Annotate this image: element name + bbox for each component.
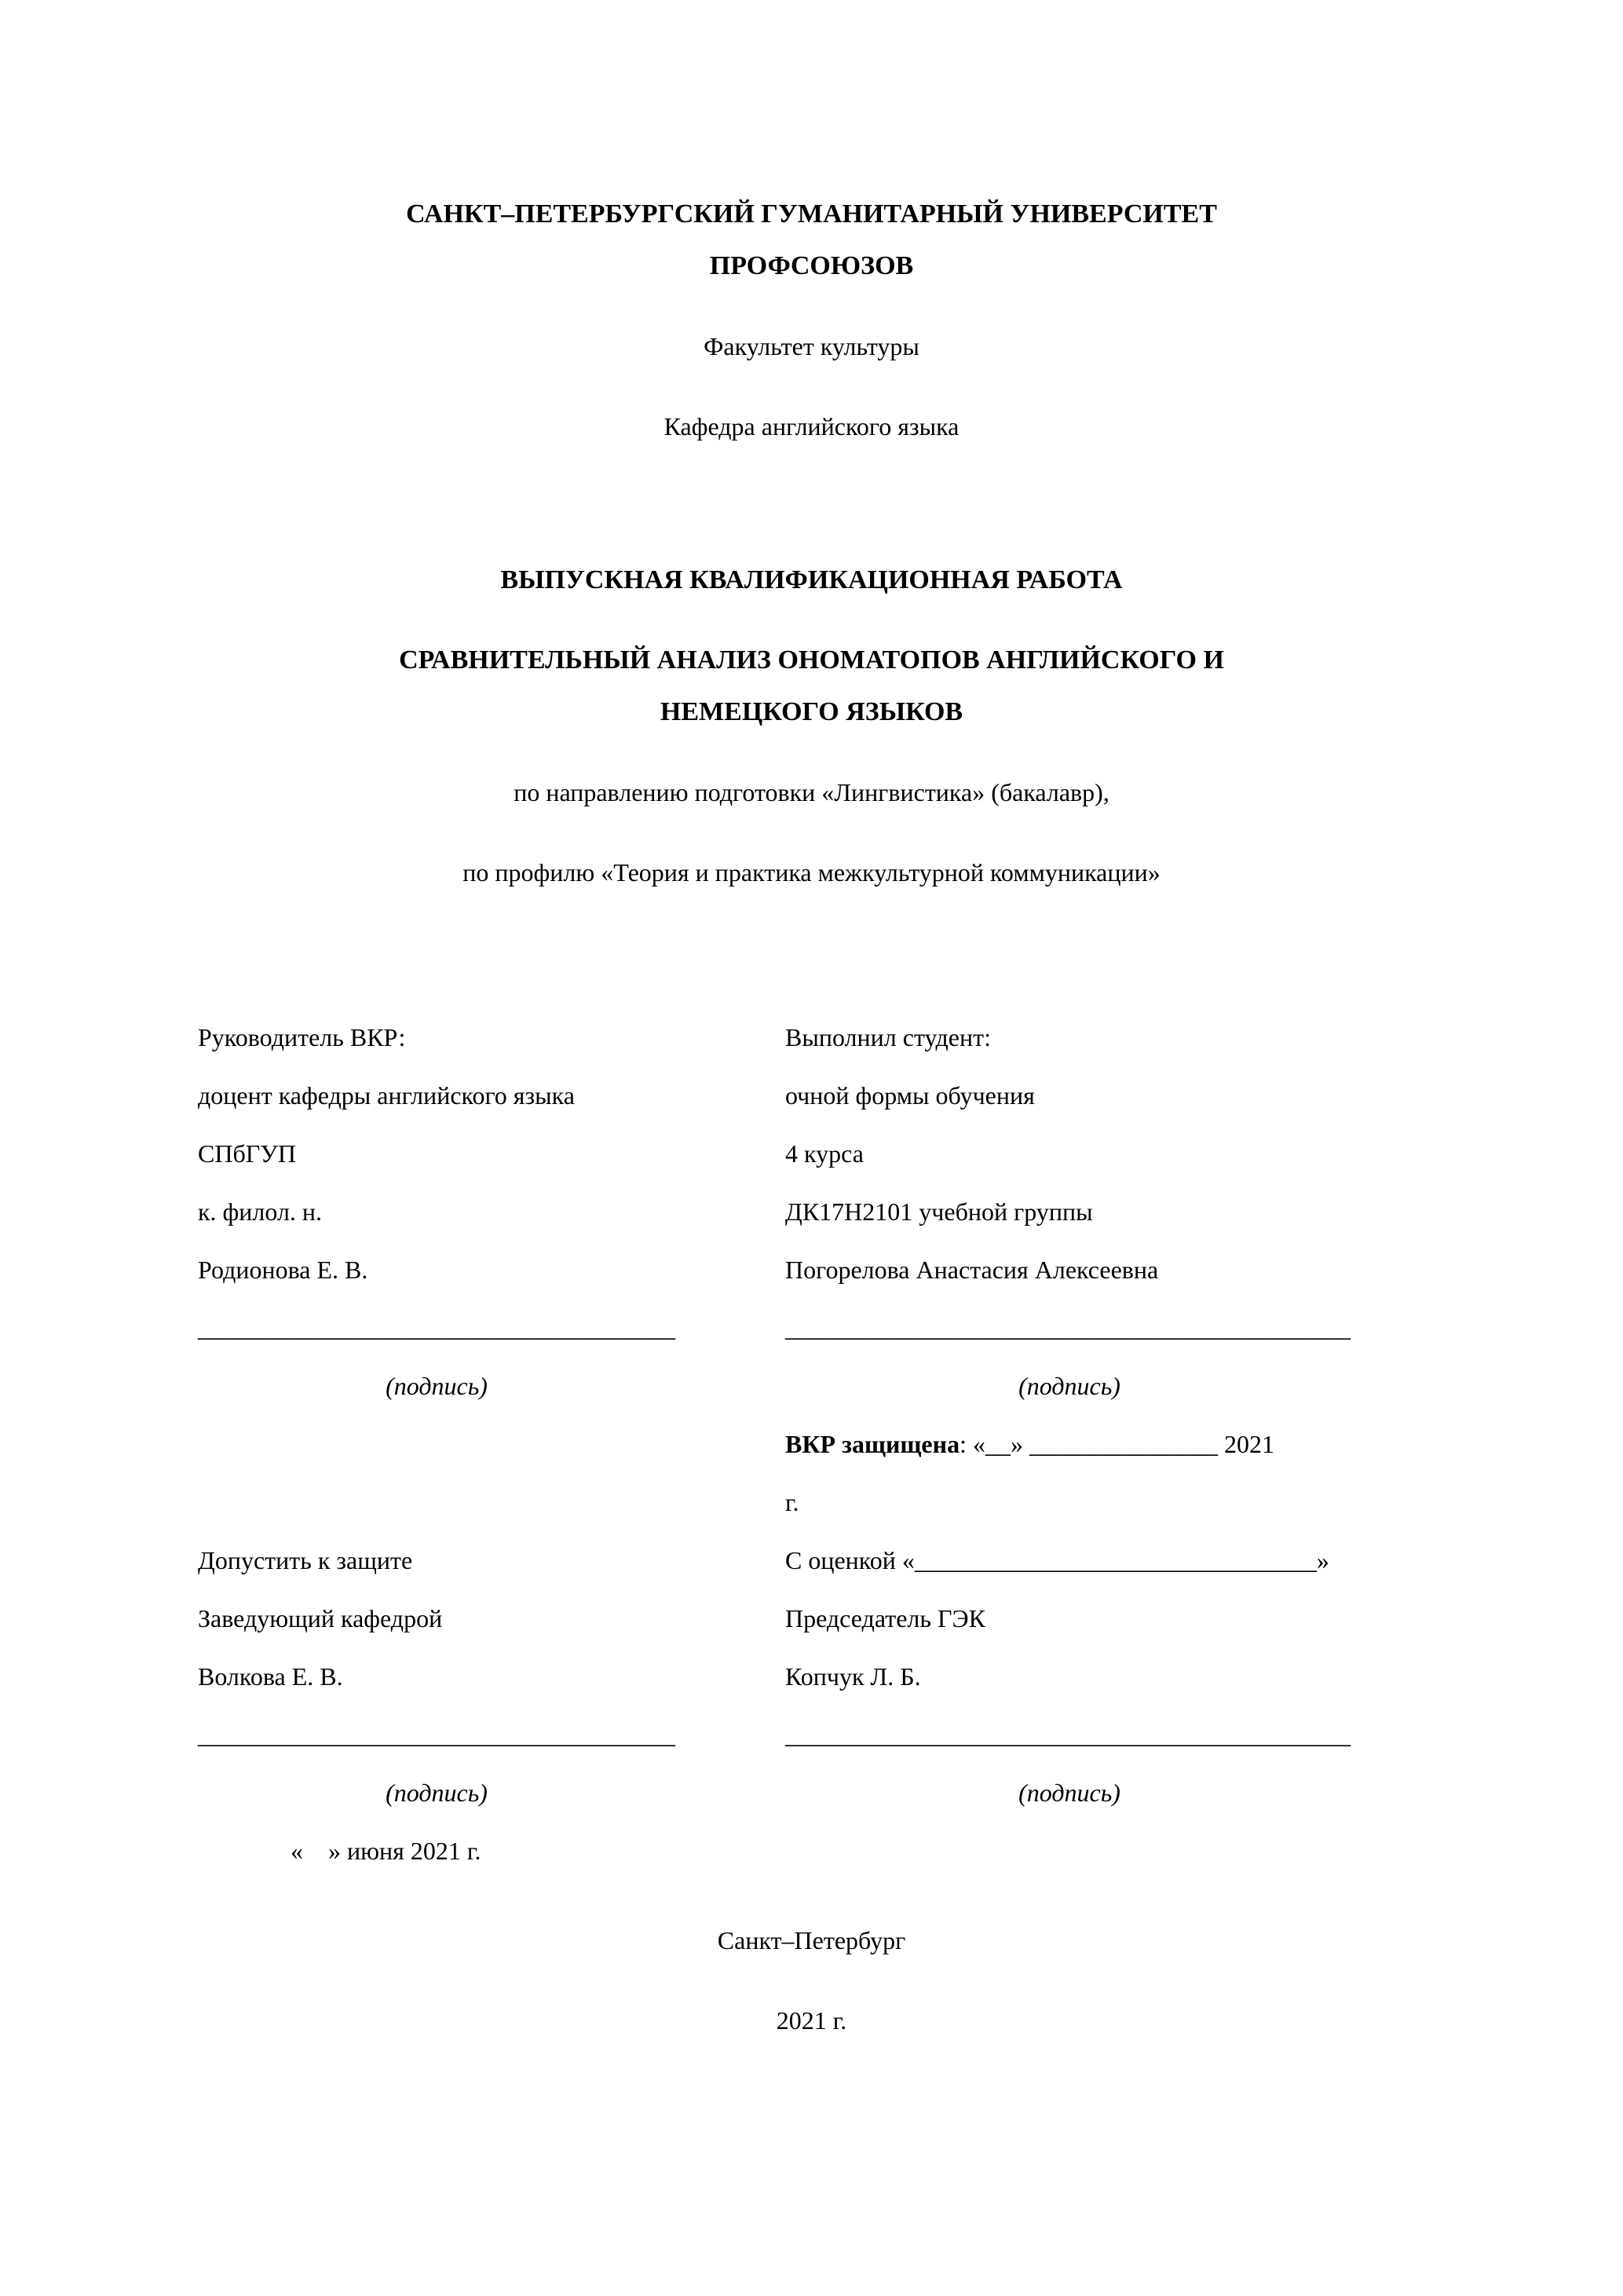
program-line: по направлению подготовки «Лингвистика» (бакалавр), — [514, 778, 1109, 806]
student-signature-line: _____________________________________________ — [785, 1314, 1351, 1342]
faculty-name: Факультет культуры — [704, 332, 919, 360]
defense-signature-line: _____________________________________________ — [785, 1720, 1351, 1749]
university-name-line2: ПРОФСОЮЗОВ — [709, 251, 914, 280]
supervisor-signature-line: ______________________________________ — [198, 1314, 675, 1342]
profile-line: по профилю «Теория и практика межкультурной коммуникации» — [462, 858, 1161, 887]
footer-year: 2021 г. — [776, 2006, 847, 2035]
spacer-line — [198, 1415, 785, 1473]
thesis-title-line1: СРАВНИТЕЛЬНЫЙ АНАЛИЗ ОНОМАТОПОВ АНГЛИЙСКОГО И — [399, 645, 1224, 675]
defense-signature-caption: (подпись) — [1018, 1779, 1120, 1807]
supervisor-name: Родионова Е. В. — [198, 1256, 368, 1284]
approval-signature-line: ______________________________________ — [198, 1720, 675, 1749]
approval-head-title: Заведующий кафедрой — [198, 1604, 443, 1632]
work-type-heading: ВЫПУСКНАЯ КВАЛИФИКАЦИОННАЯ РАБОТА — [500, 565, 1123, 594]
defense-chair-name: Копчук Л. Б. — [785, 1662, 921, 1691]
university-name-line1: САНКТ–ПЕТЕРБУРГСКИЙ ГУМАНИТАРНЫЙ УНИВЕРСИТЕТ — [406, 199, 1217, 229]
approval-date-line: « » июня 2021 г. — [291, 1837, 481, 1865]
defense-date-line — [785, 1415, 1425, 1473]
supervisor-degree: к. филол. н. — [198, 1197, 323, 1226]
defense-chair-title: Председатель ГЭК — [785, 1604, 985, 1632]
student-course: 4 курса — [785, 1139, 864, 1168]
spacer-line — [198, 1473, 785, 1531]
thesis-title-line2: НЕМЕЦКОГО ЯЗЫКОВ — [660, 697, 963, 726]
supervisor-signature-caption: (подпись) — [386, 1372, 488, 1400]
supervisor-role-label: Руководитель ВКР: — [198, 1023, 406, 1051]
approval-head-name: Волкова Е. В. — [198, 1662, 343, 1691]
student-name: Погорелова Анастасия Алексеевна — [785, 1256, 1159, 1284]
student-column — [785, 1008, 1425, 1880]
footer-city: Санкт–Петербург — [717, 1926, 906, 1954]
approval-permission-label: Допустить к защите — [198, 1546, 413, 1574]
defense-date-line-continued: г. — [785, 1488, 799, 1516]
department-name: Кафедра английского языка — [663, 412, 960, 441]
student-group: ДК17Н2101 учебной группы — [785, 1197, 1093, 1226]
defense-grade-line: С оценкой «________________________________» — [785, 1546, 1329, 1574]
supervisor-university: СПбГУП — [198, 1139, 296, 1168]
supervisor-position: доцент кафедры английского языка — [198, 1081, 575, 1110]
approval-signature-caption: (подпись) — [386, 1779, 488, 1807]
student-study-form: очной формы обучения — [785, 1081, 1035, 1110]
defense-date-blank: : «__» _______________ 2021 — [960, 1430, 1274, 1458]
student-signature-caption: (подпись) — [1018, 1372, 1120, 1400]
supervisor-column — [198, 1008, 785, 1880]
student-role-label: Выполнил студент: — [785, 1023, 991, 1051]
defense-date-label: ВКР защищена — [785, 1430, 960, 1458]
signature-section — [198, 1008, 1425, 1880]
